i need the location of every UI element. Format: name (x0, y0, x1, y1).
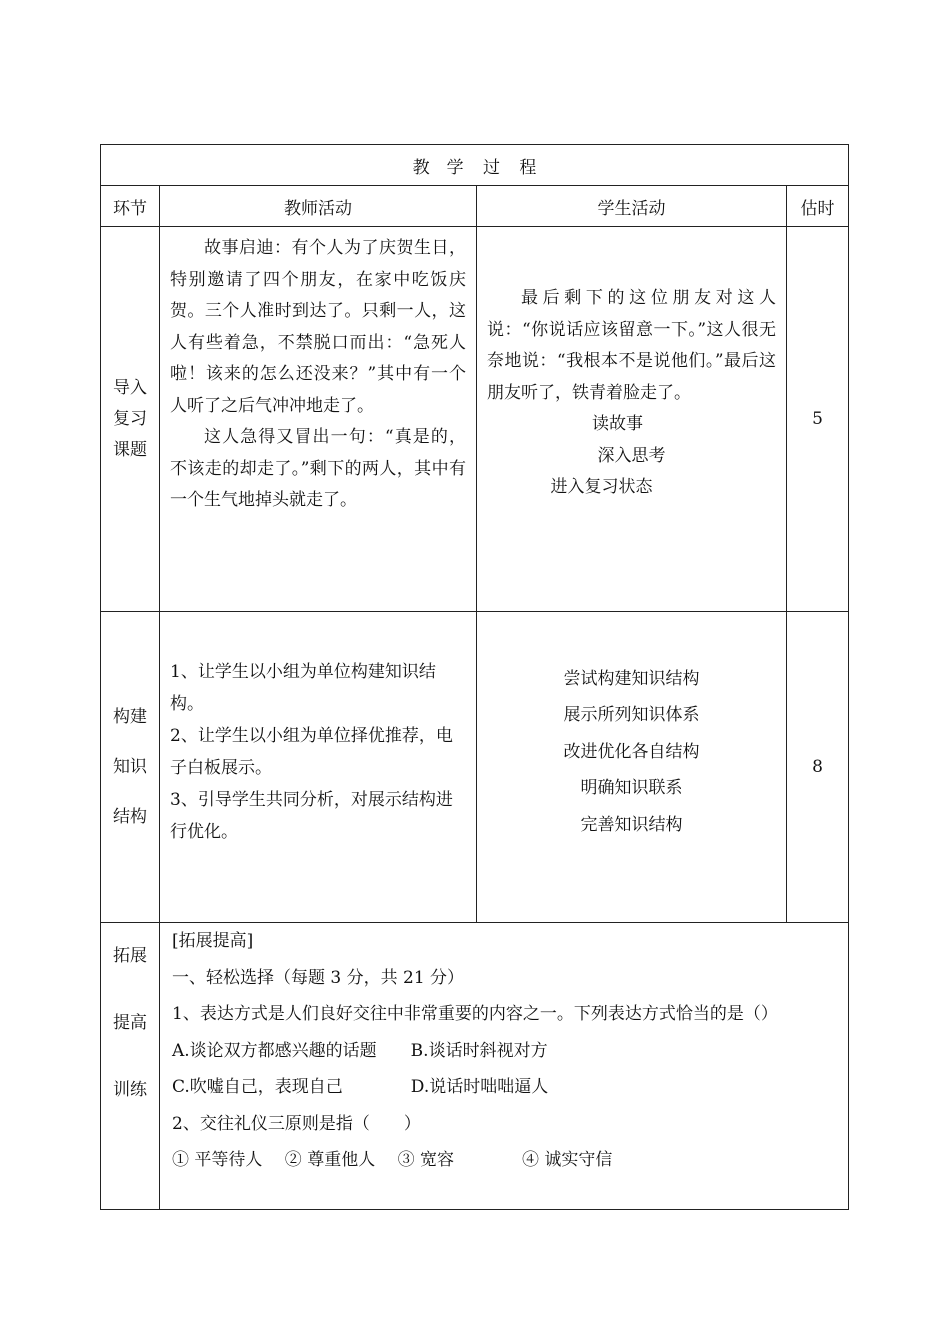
time-cell: 5 (787, 227, 849, 612)
teacher-step: 1、让学生以小组为单位构建知识结构。 (170, 662, 436, 714)
student-activity-cell (477, 612, 787, 923)
question-2: 2、交往礼仪三原则是指（ ） (172, 1113, 421, 1134)
extension-content-cell (160, 923, 849, 1210)
table-title-row (101, 145, 849, 186)
question-1-options-ab: A.谈论双方都感兴趣的话题 B.谈话时斜视对方 (172, 1040, 548, 1061)
section-cell (101, 227, 160, 612)
section-label: 导入 (113, 377, 147, 398)
teacher-paragraph: 这人急得又冒出一句：“真是的，不该走的却走了。”剩下的两人，其中有一个生气地掉头就走了。 (170, 427, 466, 510)
teacher-activity-cell (160, 227, 477, 612)
header-student: 学生活动 (477, 186, 787, 227)
teacher-activity-cell (160, 612, 477, 923)
header-teacher: 教师活动 (160, 186, 477, 227)
section-label: 复习 (113, 408, 147, 429)
question-1: 1、表达方式是人们良好交往中非常重要的内容之一。下列表达方式恰当的是（） (172, 1004, 778, 1024)
student-line: 完善知识结构 (580, 814, 683, 835)
student-line: 读故事 (592, 414, 643, 434)
table-header-row (101, 186, 849, 227)
student-line: 深入思考 (597, 445, 666, 466)
table-title (101, 145, 849, 186)
section-label: 结构 (113, 807, 147, 827)
question-2-options: ① 平等待人 ② 尊重他人 ③ 宽容 ④ 诚实守信 (172, 1150, 613, 1170)
table-row (101, 923, 849, 1210)
student-line: 展示所列知识体系 (563, 705, 700, 726)
teacher-step: 2、让学生以小组为单位择优推荐，电子白板展示。 (170, 726, 453, 778)
section-label: 知识 (113, 757, 147, 777)
student-line: 尝试构建知识结构 (563, 668, 700, 689)
student-line: 进入复习状态 (550, 477, 653, 497)
section-label: 提高 (113, 1013, 147, 1033)
time-cell: 8 (787, 612, 849, 923)
question-1-options-cd: C.吹嘘自己，表现自己 D.说话时咄咄逼人 (172, 1077, 549, 1097)
table-row (101, 227, 849, 612)
table-row (101, 612, 849, 923)
header-section: 环节 (101, 186, 160, 227)
extension-heading: [拓展提高] (172, 931, 254, 951)
student-activity-cell (477, 227, 787, 612)
section-label: 拓展 (113, 946, 147, 966)
student-line: 改进优化各自结构 (563, 741, 700, 762)
teacher-paragraph: 故事启迪：有个人为了庆贺生日，特别邀请了四个朋友，在家中吃饭庆贺。三个人准时到达了。只剩一人，这人有些着急，不禁脱口而出：“急死人啦！该来的怎么还没来？”其中有一个人听了之后气冲冲地走了。 (170, 238, 466, 416)
header-time: 估时 (787, 186, 849, 227)
teacher-step: 3、引导学生共同分析，对展示结构进行优化。 (170, 790, 453, 842)
section-cell (101, 923, 160, 1210)
exercise-section-title: 一、轻松选择（每题 3 分，共 21 分） (172, 967, 465, 988)
section-label: 构建 (113, 707, 147, 727)
table-title-text: 教 学 过 程 (412, 157, 537, 178)
teaching-process-table (100, 144, 849, 1210)
section-cell (101, 612, 160, 923)
section-label: 课题 (113, 439, 147, 460)
student-paragraph: 最后剩下的这位朋友对这人说：“你说话应该留意一下。”这人很无奈地说：“我根本不是说他们。”最后这朋友听了，铁青着脸走了。 (487, 288, 776, 403)
student-line: 明确知识联系 (580, 778, 683, 799)
section-label: 训练 (113, 1080, 147, 1100)
